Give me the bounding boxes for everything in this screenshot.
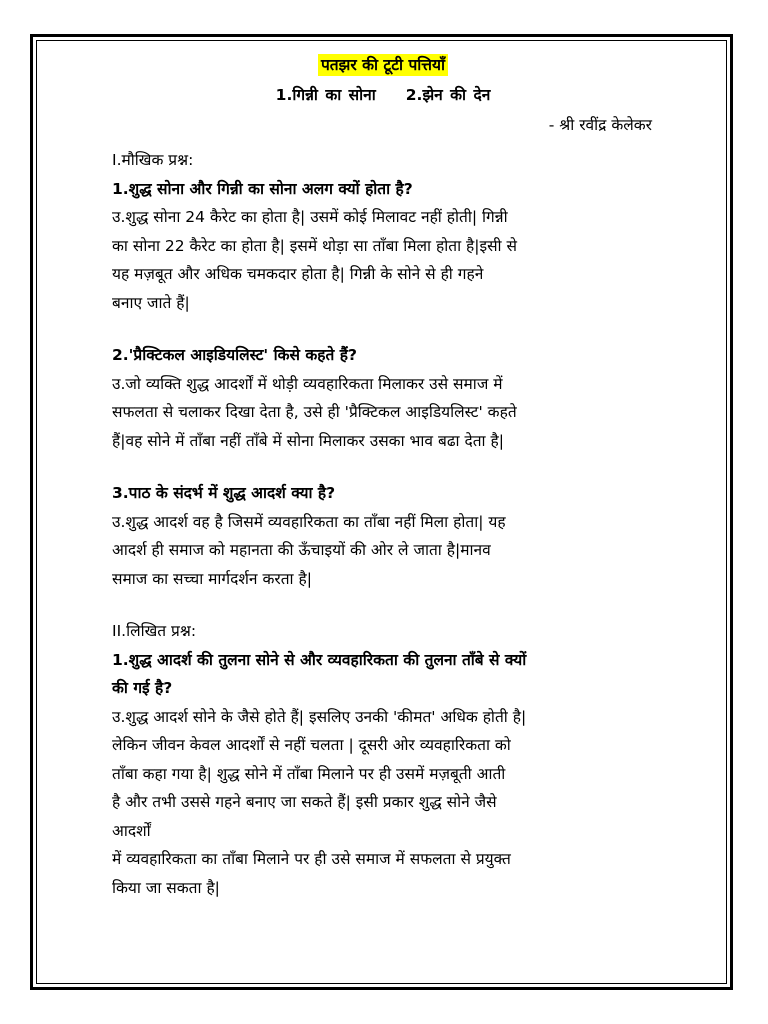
answer-line: लेकिन जीवन केवल आदर्शों से नहीं चलता | दूसरी ओर व्यवहारिकता को xyxy=(112,736,511,754)
answer-line: सफलता से चलाकर दिखा देता है, उसे ही 'प्रैक्टिकल आइडियलिस्ट' कहते xyxy=(112,403,517,421)
document-title: पतझर की टूटी पत्तियाँ xyxy=(318,54,448,76)
answer-line: किया जा सकता है| xyxy=(112,878,220,897)
question-line: 3.पाठ के संदर्भ में शुद्ध आदर्श क्या है? xyxy=(112,484,336,502)
question-line: 1.शुद्ध सोना और गिन्नी का सोना अलग क्यों होता है? xyxy=(112,179,413,198)
section-1-heading: I.मौखिक प्रश्न: xyxy=(112,151,194,169)
answer-line: में व्यवहारिकता का ताँबा मिलाने पर ही उसे समाज में सफलता से प्रयुक्त xyxy=(112,850,511,868)
answer-line: हैं|वह सोने में ताँबा नहीं ताँबे में सोना मिलाकर उसका भाव बढा देता है| xyxy=(112,431,504,450)
chapter-1-title: 1.गिन्नी का सोना xyxy=(275,86,376,104)
answer-line: समाज का सच्चा मार्गदर्शन करता है| xyxy=(112,569,312,588)
answer-line: उ.शुद्ध सोना 24 कैरेट का होता है| उसमें कोई मिलावट नहीं होती| गिन्नी xyxy=(112,208,508,226)
answer-line: का सोना 22 कैरेट का होता है| इसमें थोड़ा सा ताँबा मिला होता है|इसी से xyxy=(112,236,517,255)
answer-line: यह मज़बूत और अधिक चमकदार होता है| गिन्नी के सोने से ही गहने xyxy=(112,265,484,283)
answer-line: आदर्श ही समाज को महानता की ऊँचाइयों की ओर ले जाता है|मानव xyxy=(112,541,491,559)
answer-line: उ.शुद्ध आदर्श सोने के जैसे होते हैं| इसलिए उनकी 'कीमत' अधिक होती है| xyxy=(112,707,527,726)
answer-line: है और तभी उससे गहने बनाए जा सकते हैं| इसी प्रकार शुद्ध सोने जैसे xyxy=(112,793,497,811)
document-body xyxy=(112,50,654,902)
answer-line: ताँबा कहा गया है| शुद्ध सोने में ताँबा मिलाने पर ही उसमें मज़बूती आती xyxy=(112,764,506,783)
chapter-titles xyxy=(112,80,654,110)
answer-line: उ.जो व्यक्ति शुद्ध आदर्शों में थोड़ी व्यवहारिकता मिलाकर उसे समाज में xyxy=(112,374,503,393)
answer-line: उ.शुद्ध आदर्श वह है जिसमें व्यवहारिकता का ताँबा नहीं मिला होता| यह xyxy=(112,512,506,531)
chapter-2-title: 2.झेन की देन xyxy=(405,86,491,104)
answer-line: आदर्शों xyxy=(112,821,151,840)
s1-question-2 xyxy=(112,341,654,455)
s2-question-1 xyxy=(112,646,654,903)
question-line: 2.'प्रैक्टिकल आइडियलिस्ट' किसे कहते हैं? xyxy=(112,346,357,364)
section-2-heading: II.लिखित प्रश्न: xyxy=(112,622,197,640)
question-line: 1.शुद्ध आदर्श की तुलना सोने से और व्यवहारिकता की तुलना ताँबे से क्यों xyxy=(112,650,527,669)
s1-question-3 xyxy=(112,479,654,593)
title-row xyxy=(112,50,654,80)
s1-question-1 xyxy=(112,175,654,318)
question-line: की गई है? xyxy=(112,679,173,697)
answer-line: बनाए जाते हैं| xyxy=(112,293,190,312)
author-line: - श्री रवींद्र केलेकर xyxy=(548,116,652,134)
